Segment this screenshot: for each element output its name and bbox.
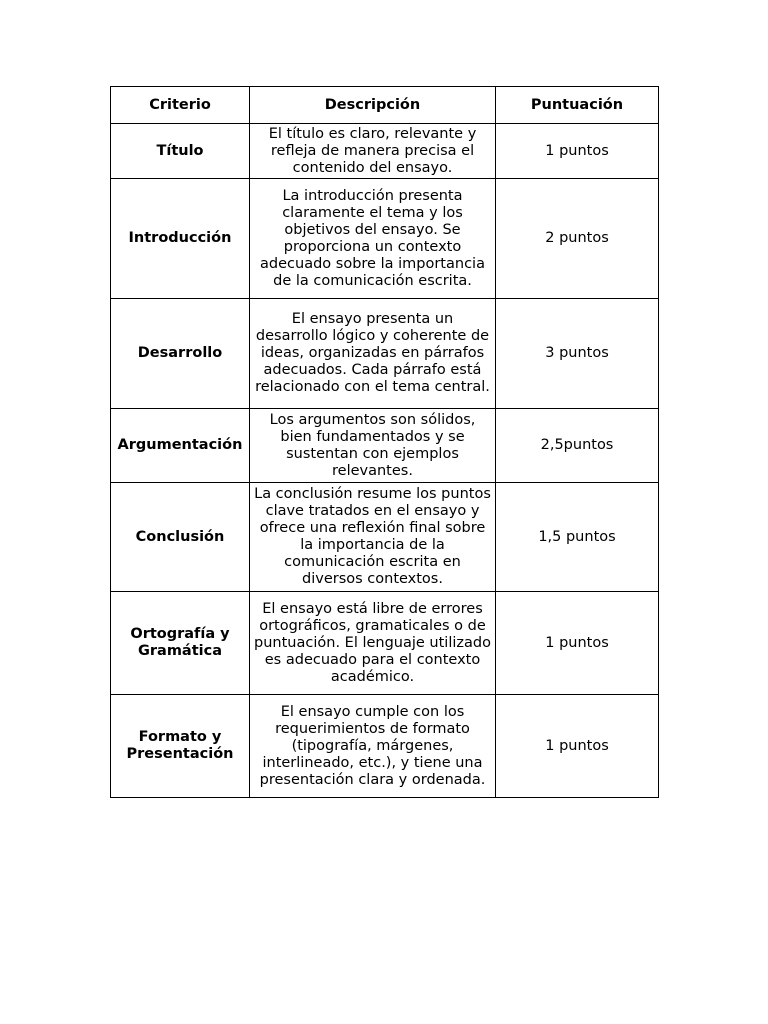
table-row [111,124,659,179]
table-row [111,299,659,409]
row-puntuacion: 2 puntos [496,179,659,299]
row-puntuacion: 1 puntos [496,592,659,695]
row-puntuacion: 1 puntos [496,695,659,798]
table-row [111,409,659,483]
table-row [111,592,659,695]
table-header-row [111,87,659,124]
row-criterio: Título [111,124,250,179]
row-descripcion: El ensayo cumple con los requerimientos de formato (tipografía, márgenes, interlineado, etc.), y tiene una presentación clara y ordenada. [250,695,496,798]
row-criterio: Argumentación [111,409,250,483]
row-puntuacion: 1,5 puntos [496,483,659,592]
row-descripcion: El título es claro, relevante y refleja de manera precisa el contenido del ensayo. [250,124,496,179]
rubric-table [110,86,659,798]
row-criterio: Formato y Presentación [111,695,250,798]
row-criterio: Introducción [111,179,250,299]
row-descripcion: La introducción presenta claramente el tema y los objetivos del ensayo. Se proporciona un contexto adecuado sobre la importancia de la comunicación escrita. [250,179,496,299]
header-descripcion: Descripción [250,87,496,124]
row-criterio: Ortografía y Gramática [111,592,250,695]
row-descripcion: La conclusión resume los puntos clave tratados en el ensayo y ofrece una reflexión final sobre la importancia de la comunicación escrita en diversos contextos. [250,483,496,592]
header-criterio: Criterio [111,87,250,124]
header-puntuacion: Puntuación [496,87,659,124]
table-row [111,695,659,798]
row-puntuacion: 3 puntos [496,299,659,409]
row-descripcion: El ensayo presenta un desarrollo lógico y coherente de ideas, organizadas en párrafos adecuados. Cada párrafo está relacionado con el tema central. [250,299,496,409]
row-puntuacion: 2,5puntos [496,409,659,483]
row-descripcion: El ensayo está libre de errores ortográficos, gramaticales o de puntuación. El lenguaje utilizado es adecuado para el contexto académico. [250,592,496,695]
row-descripcion: Los argumentos son sólidos, bien fundamentados y se sustentan con ejemplos relevantes. [250,409,496,483]
row-criterio: Conclusión [111,483,250,592]
table-row [111,483,659,592]
table-row [111,179,659,299]
row-criterio: Desarrollo [111,299,250,409]
row-puntuacion: 1 puntos [496,124,659,179]
